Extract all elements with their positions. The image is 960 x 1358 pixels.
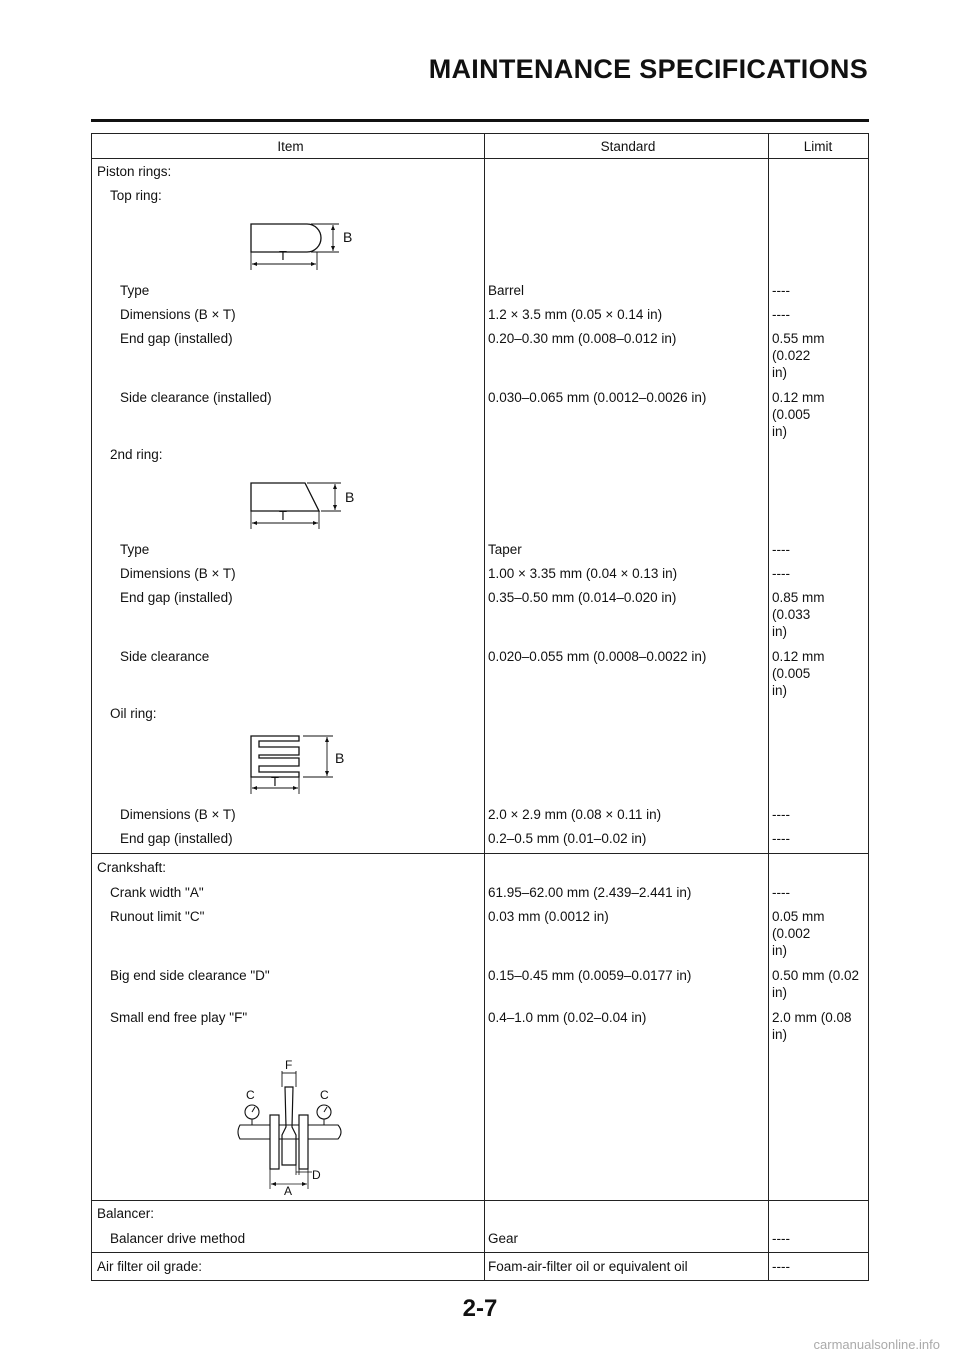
- top-ring-end-gap-limit-unit: in): [772, 365, 788, 380]
- spec-table: [91, 133, 869, 1281]
- crankshaft-diagram: [234, 1055, 374, 1195]
- section-label-piston: Piston rings:: [92, 159, 485, 181]
- small-end-standard: 0.4–1.0 mm (0.02–0.04 in): [485, 1001, 769, 1043]
- top-ring-type-standard: Barrel: [485, 276, 769, 299]
- table-row: [92, 876, 869, 901]
- big-end-item: Big end side clearance "D": [110, 968, 270, 983]
- table-row: [92, 582, 869, 640]
- big-end-standard: 0.15–0.45 mm (0.0059–0.0177 in): [485, 959, 769, 1001]
- header-limit: Limit: [769, 134, 869, 159]
- balancer-drive-limit: ----: [769, 1222, 869, 1253]
- figure-row: [92, 204, 869, 276]
- runout-item: Runout limit "C": [110, 909, 205, 924]
- oil-ring-dimensions-standard: 2.0 × 2.9 mm (0.08 × 0.11 in): [485, 800, 769, 823]
- second-ring-side-clearance-item: Side clearance: [120, 649, 210, 664]
- top-ring-dimensions-limit: ----: [769, 299, 869, 323]
- oil-ring-label: Oil ring:: [110, 706, 157, 721]
- table-row: [92, 699, 869, 722]
- table-row: [92, 901, 869, 959]
- crank-f-label: F: [285, 1058, 293, 1072]
- table-row: [92, 381, 869, 440]
- crank-c-right-label: C: [320, 1088, 329, 1102]
- table-row: [92, 440, 869, 463]
- balancer-drive-item: Balancer drive method: [110, 1231, 246, 1246]
- table-row: [92, 823, 869, 854]
- crank-width-limit: ----: [769, 876, 869, 901]
- table-row: [92, 640, 869, 699]
- header-item: Item: [92, 134, 485, 159]
- table-row: [92, 535, 869, 558]
- second-ring-t-label: T: [279, 508, 287, 523]
- table-row: [92, 558, 869, 582]
- crank-width-item: Crank width "A": [110, 885, 204, 900]
- top-ring-side-clearance-limit-unit: in): [772, 424, 788, 439]
- oil-ring-end-gap-standard: 0.2–0.5 mm (0.01–0.02 in): [485, 823, 769, 854]
- second-ring-side-clearance-limit: 0.12 mm (0.005: [772, 649, 825, 681]
- table-row: [92, 323, 869, 381]
- top-ring-type-limit: ----: [769, 276, 869, 299]
- top-ring-end-gap-standard: 0.20–0.30 mm (0.008–0.012 in): [485, 323, 769, 381]
- small-end-limit-unit: in): [772, 1027, 788, 1042]
- top-ring-b-label: B: [343, 229, 353, 245]
- top-ring-side-clearance-standard: 0.030–0.065 mm (0.0012–0.0026 in): [485, 381, 769, 440]
- second-ring-type-limit: ----: [769, 535, 869, 558]
- oil-ring-t-label: T: [271, 774, 279, 789]
- crank-c-left-label: C: [246, 1088, 255, 1102]
- second-ring-dimensions-limit: ----: [769, 558, 869, 582]
- page-title: MAINTENANCE SPECIFICATIONS: [428, 54, 868, 84]
- second-ring-b-label: B: [345, 489, 355, 505]
- runout-limit: 0.05 mm (0.002: [772, 909, 825, 941]
- oil-ring-dimensions-limit: ----: [769, 800, 869, 823]
- second-ring-side-clearance-standard: 0.020–0.055 mm (0.0008–0.0022 in): [485, 640, 769, 699]
- second-ring-end-gap-item: End gap (installed): [120, 590, 233, 605]
- air-filter-item: Air filter oil grade:: [92, 1253, 485, 1281]
- table-header-row: [92, 134, 869, 159]
- table-row: [92, 800, 869, 823]
- figure-row: [92, 722, 869, 800]
- top-ring-side-clearance-item: Side clearance (installed): [120, 390, 272, 405]
- second-ring-dimensions-item: Dimensions (B × T): [120, 566, 236, 581]
- table-row: [92, 1222, 869, 1253]
- table-row: [92, 1001, 869, 1043]
- balancer-drive-standard: Gear: [485, 1222, 769, 1253]
- oil-ring-dimensions-item: Dimensions (B × T): [120, 807, 236, 822]
- table-row: [92, 180, 869, 204]
- big-end-limit: 0.50 mm (0.02: [772, 968, 860, 983]
- top-ring-end-gap-limit: 0.55 mm (0.022: [772, 331, 825, 363]
- table-row: [92, 854, 869, 877]
- top-ring-type-item: Type: [120, 283, 150, 298]
- small-end-item: Small end free play "F": [110, 1010, 248, 1025]
- crank-width-standard: 61.95–62.00 mm (2.439–2.441 in): [485, 876, 769, 901]
- second-ring-end-gap-standard: 0.35–0.50 mm (0.014–0.020 in): [485, 582, 769, 640]
- table-row: [92, 1201, 869, 1223]
- table-row: [92, 159, 869, 181]
- second-ring-side-clearance-limit-unit: in): [772, 683, 788, 698]
- small-end-limit: 2.0 mm (0.08: [772, 1010, 852, 1025]
- big-end-limit-unit: in): [772, 985, 788, 1000]
- title-rule: [91, 119, 869, 122]
- figure-row: [92, 463, 869, 535]
- oil-ring-b-label: B: [335, 750, 345, 766]
- table-row: [92, 959, 869, 1001]
- figure-row: [92, 1043, 869, 1201]
- runout-standard: 0.03 mm (0.0012 in): [485, 901, 769, 959]
- top-ring-label: Top ring:: [110, 188, 162, 203]
- oil-ring-diagram: [237, 728, 377, 796]
- section-label-balancer: Balancer:: [92, 1201, 485, 1223]
- second-ring-end-gap-limit-unit: in): [772, 624, 788, 639]
- top-ring-dimensions-standard: 1.2 × 3.5 mm (0.05 × 0.14 in): [485, 299, 769, 323]
- second-ring-type-item: Type: [120, 542, 150, 557]
- second-ring-taper-diagram: [237, 467, 377, 531]
- top-ring-barrel-diagram: [237, 208, 377, 272]
- crank-a-label: A: [284, 1184, 293, 1195]
- crank-d-label: D: [312, 1168, 321, 1182]
- runout-limit-unit: in): [772, 943, 788, 958]
- second-ring-label: 2nd ring:: [110, 447, 163, 462]
- second-ring-type-standard: Taper: [485, 535, 769, 558]
- top-ring-t-label: T: [279, 248, 287, 263]
- second-ring-dimensions-standard: 1.00 × 3.35 mm (0.04 × 0.13 in): [485, 558, 769, 582]
- air-filter-standard: Foam-air-filter oil or equivalent oil: [485, 1253, 769, 1281]
- watermark: carmanualsonline.info: [813, 1337, 940, 1352]
- air-filter-limit: ----: [769, 1253, 869, 1281]
- top-ring-end-gap-item: End gap (installed): [120, 331, 233, 346]
- table-row: [92, 276, 869, 299]
- second-ring-end-gap-limit: 0.85 mm (0.033: [772, 590, 825, 622]
- header-standard: Standard: [485, 134, 769, 159]
- table-row: [92, 299, 869, 323]
- oil-ring-end-gap-limit: ----: [769, 823, 869, 854]
- top-ring-side-clearance-limit: 0.12 mm (0.005: [772, 390, 825, 422]
- oil-ring-end-gap-item: End gap (installed): [120, 831, 233, 846]
- page-number: 2-7: [462, 1295, 498, 1322]
- section-label-crankshaft: Crankshaft:: [92, 854, 485, 877]
- table-row: [92, 1253, 869, 1281]
- top-ring-dimensions-item: Dimensions (B × T): [120, 307, 236, 322]
